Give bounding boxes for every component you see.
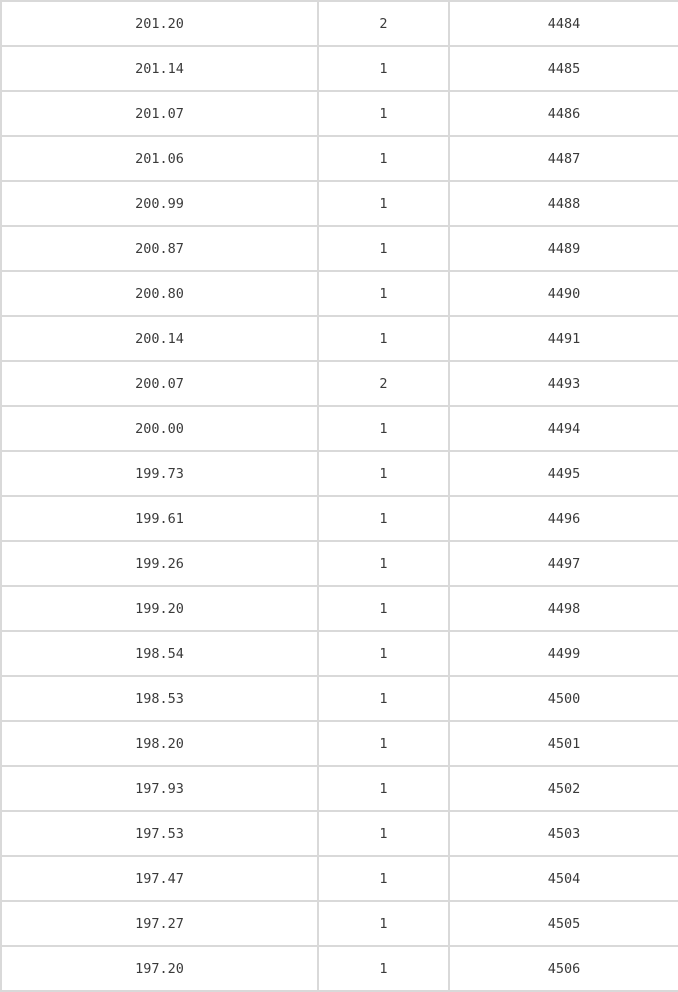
score-cell: 199.20 — [1, 586, 318, 631]
rank-cell: 4499 — [449, 631, 678, 676]
score-cell: 200.87 — [1, 226, 318, 271]
rank-cell: 4491 — [449, 316, 678, 361]
rank-cell: 4490 — [449, 271, 678, 316]
table-row — [1, 451, 678, 496]
table-row — [1, 586, 678, 631]
table-row — [1, 361, 678, 406]
rank-cell: 4504 — [449, 856, 678, 901]
count-cell: 1 — [318, 811, 449, 856]
table-row — [1, 811, 678, 856]
rank-cell: 4495 — [449, 451, 678, 496]
count-cell: 1 — [318, 856, 449, 901]
score-cell: 200.07 — [1, 361, 318, 406]
count-cell: 1 — [318, 316, 449, 361]
table-row — [1, 316, 678, 361]
score-cell: 197.53 — [1, 811, 318, 856]
rank-cell: 4498 — [449, 586, 678, 631]
table-row — [1, 1, 678, 46]
rank-cell: 4506 — [449, 946, 678, 991]
rank-cell: 4486 — [449, 91, 678, 136]
score-cell: 197.20 — [1, 946, 318, 991]
count-cell: 1 — [318, 541, 449, 586]
count-cell: 1 — [318, 46, 449, 91]
count-cell: 1 — [318, 496, 449, 541]
score-cell: 198.54 — [1, 631, 318, 676]
score-cell: 200.00 — [1, 406, 318, 451]
table-row — [1, 271, 678, 316]
table-row — [1, 496, 678, 541]
score-cell: 197.93 — [1, 766, 318, 811]
count-cell: 1 — [318, 676, 449, 721]
count-cell: 1 — [318, 946, 449, 991]
rank-cell: 4489 — [449, 226, 678, 271]
score-cell: 197.27 — [1, 901, 318, 946]
table-row — [1, 91, 678, 136]
score-cell: 201.14 — [1, 46, 318, 91]
table-row — [1, 136, 678, 181]
count-cell: 2 — [318, 1, 449, 46]
table-row — [1, 406, 678, 451]
score-cell: 201.07 — [1, 91, 318, 136]
count-cell: 1 — [318, 406, 449, 451]
count-cell: 1 — [318, 766, 449, 811]
rank-cell: 4501 — [449, 721, 678, 766]
table-row — [1, 856, 678, 901]
score-cell: 197.47 — [1, 856, 318, 901]
count-cell: 1 — [318, 451, 449, 496]
count-cell: 1 — [318, 721, 449, 766]
table-row — [1, 46, 678, 91]
count-cell: 1 — [318, 91, 449, 136]
count-cell: 1 — [318, 586, 449, 631]
table-row — [1, 766, 678, 811]
score-cell: 199.61 — [1, 496, 318, 541]
count-cell: 2 — [318, 361, 449, 406]
table-row — [1, 181, 678, 226]
rank-cell: 4484 — [449, 1, 678, 46]
table-row — [1, 721, 678, 766]
count-cell: 1 — [318, 901, 449, 946]
rank-cell: 4502 — [449, 766, 678, 811]
score-cell: 201.06 — [1, 136, 318, 181]
score-cell: 201.20 — [1, 1, 318, 46]
rank-cell: 4494 — [449, 406, 678, 451]
table-row — [1, 631, 678, 676]
table-body — [1, 1, 678, 991]
rank-cell: 4497 — [449, 541, 678, 586]
score-cell: 200.80 — [1, 271, 318, 316]
rank-cell: 4488 — [449, 181, 678, 226]
score-cell: 200.14 — [1, 316, 318, 361]
count-cell: 1 — [318, 136, 449, 181]
rank-cell: 4493 — [449, 361, 678, 406]
table-row — [1, 541, 678, 586]
table-row — [1, 676, 678, 721]
table-row — [1, 901, 678, 946]
score-cell: 198.53 — [1, 676, 318, 721]
rank-cell: 4503 — [449, 811, 678, 856]
table-row — [1, 226, 678, 271]
table-row — [1, 946, 678, 991]
score-cell: 199.73 — [1, 451, 318, 496]
score-cell: 198.20 — [1, 721, 318, 766]
count-cell: 1 — [318, 181, 449, 226]
count-cell: 1 — [318, 631, 449, 676]
score-cell: 199.26 — [1, 541, 318, 586]
count-cell: 1 — [318, 271, 449, 316]
rank-cell: 4485 — [449, 46, 678, 91]
rank-cell: 4500 — [449, 676, 678, 721]
rank-cell: 4496 — [449, 496, 678, 541]
count-cell: 1 — [318, 226, 449, 271]
rank-cell: 4505 — [449, 901, 678, 946]
rank-cell: 4487 — [449, 136, 678, 181]
score-cell: 200.99 — [1, 181, 318, 226]
